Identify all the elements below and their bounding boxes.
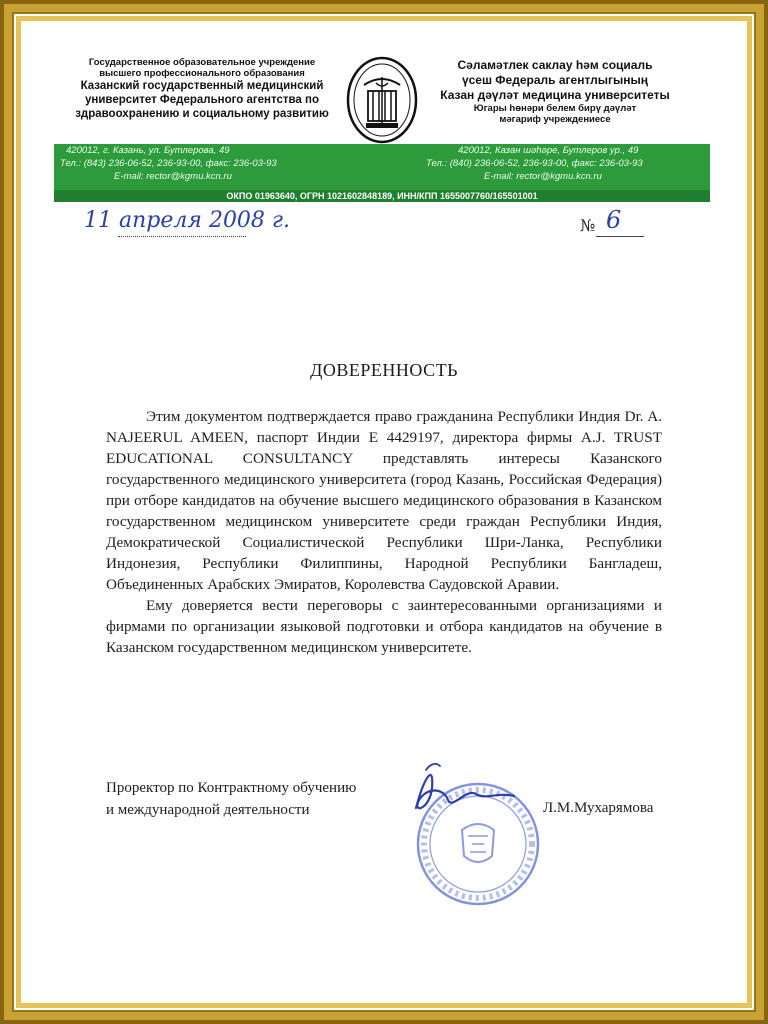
okpo-registration-line: ОКПО 01963640, ОГРН 1021602848189, ИНН/КПП 1655007760/165501001	[54, 190, 710, 202]
band-left-address: 420012, г. Казань, ул. Бутлерова, 49	[66, 145, 230, 156]
number-label: №	[580, 216, 596, 235]
signatory-role-line-1: Проректор по Контрактному обучению	[106, 780, 357, 796]
letterhead-ru-line-2: высшего профессионального образования	[99, 68, 305, 79]
letterhead-tt-line-3: Казан дәүләт медицина университеты	[440, 88, 670, 102]
document-title: ДОВЕРЕННОСТЬ	[310, 360, 458, 380]
band-left-phone: Тел.: (843) 236-06-52, 236-93-00, факс: 236-03-93	[60, 158, 277, 169]
band-left-email: E-mail: rector@kgmu.kcn.ru	[114, 171, 232, 182]
university-emblem-icon	[344, 55, 420, 145]
handwritten-date: 11 апреля 2008 г.	[84, 208, 291, 233]
letterhead-tt-line-1: Сәламәтлек саклау һәм социаль	[457, 58, 653, 72]
letterhead-ru-line-5: здравоохранению и социальному развитию	[75, 108, 329, 120]
handwritten-number: 6	[606, 206, 622, 234]
letterhead-tatar	[420, 58, 690, 125]
letterhead-tt-line-4: Югары һөнәри белем бирү дәүләт	[473, 103, 637, 114]
number-underline	[596, 236, 644, 237]
date-underline	[118, 236, 246, 237]
band-right-address: 420012, Казан шәһәре, Бутлеров ур., 49	[458, 145, 639, 156]
letterhead-ru-line-4: университет Федерального агентства по	[85, 94, 319, 106]
letterhead-russian	[62, 57, 342, 121]
letterhead-ru-line-1: Государственное образовательное учреждение	[88, 57, 316, 68]
letterhead-tt-line-5: мәгариф учреждениесе	[499, 114, 611, 125]
letterhead-ru-line-3: Казанский государственный медицинский	[80, 80, 324, 92]
band-right-phone: Тел.: (840) 236-06-52, 236-93-00, факс: 236-03-93	[426, 158, 643, 169]
band-right-email: E-mail: rector@kgmu.kcn.ru	[484, 171, 602, 182]
signatory-name: Л.М.Мухарямова	[543, 800, 654, 816]
letterhead-tt-line-2: үсеш Федераль агентлыгының	[461, 73, 649, 87]
body-paragraph-2: Ему доверяется вести переговоры с заинтересованными организациями и фирмами по организации языковой подготовки и отбора кандидатов на обучение в Казанском государственном медицинском университете.	[106, 597, 662, 656]
signatory-role	[106, 777, 406, 821]
signatory-role-line-2: и международной деятельности	[106, 802, 310, 818]
body-paragraph-1: Этим документом подтверждается право гражданина Республики Индия Dr. A. NAJEERUL AMEEN, паспорт Индии E 4429197, директора фирмы A.J. TRUST EDUCATIONAL CONSULTANCY представлять интересы Казанского государственного медицинского университета (город Казань, Российская Федерация) при отборе кандидатов на обучение высшего медицинского образования в Казанском государственном медицинском университете среди граждан Республики Индия, Демократической Социалистической Республики Шри-Ланка, Республики Индонезия, Республики Филиппины, Народной Республики Бангладеш, Объединенных Арабских Эмиратов, Королевства Саудовской Аравии.	[106, 408, 662, 593]
handwritten-signature	[396, 758, 536, 828]
document-body	[106, 406, 662, 658]
